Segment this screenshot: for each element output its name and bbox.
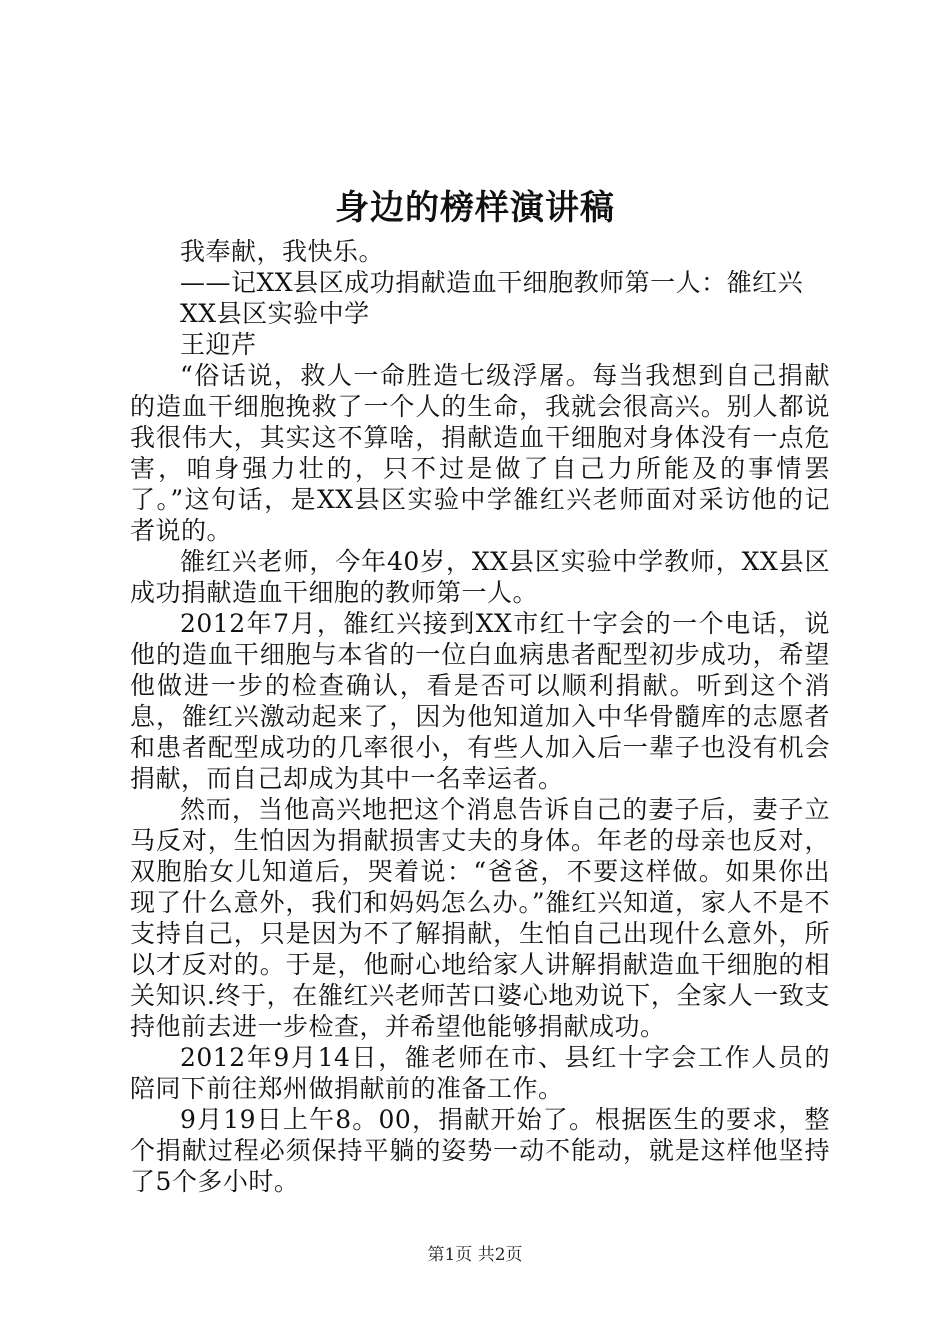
document-title: 身边的榜样演讲稿 xyxy=(335,188,615,228)
paragraph-quote: “俗话说，救人一命胜造七级浮屠。每当我想到自己捐献的造血干细胞挽救了一个人的生命，我就会很高兴。别人都说我很伟大，其实这不算啥，捐献造血干细胞对身体没有一点危害，咱身强力壮的，只不过是做了自己力所能及的事情罢了。”这句话，是XX县区实验中学雒红兴老师面对采访他的记者说的。 xyxy=(130,361,830,545)
paragraph-call: 2012年7月，雒红兴接到XX市红十字会的一个电话，说他的造血干细胞与本省的一位白血病患者配型初步成功，希望他做进一步的检查确认，看是否可以顺利捐献。听到这个消息，雒红兴激动起来了，因为他知道加入中华骨髓库的志愿者和患者配型成功的几率很小，有些人加入后一辈子也没有机会捐献，而自己却成为其中一名幸运者。 xyxy=(130,609,830,793)
page-number-footer: 第1页 共2页 xyxy=(427,1245,523,1265)
motto-line: 我奉献，我快乐。 xyxy=(180,237,385,266)
subtitle-line: ——记XX县区成功捐献造血干细胞教师第一人：雒红兴 xyxy=(180,268,804,297)
school-line: XX县区实验中学 xyxy=(180,299,370,328)
paragraph-preparation: 2012年9月14日，雒老师在市、县红十字会工作人员的陪同下前往郑州做捐献前的准备工作。 xyxy=(130,1043,830,1103)
paragraph-intro: 雒红兴老师，今年40岁，XX县区实验中学教师，XX县区成功捐献造血干细胞的教师第一人。 xyxy=(130,547,830,607)
paragraph-family: 然而，当他高兴地把这个消息告诉自己的妻子后，妻子立马反对，生怕因为捐献损害丈夫的身体。年老的母亲也反对，双胞胎女儿知道后，哭着说：“爸爸，不要这样做。如果你出现了什么意外，我们和妈妈怎么办。”雒红兴知道，家人不是不支持自己，只是因为不了解捐献，生怕自己出现什么意外，所以才反对的。于是，他耐心地给家人讲解捐献造血干细胞的相关知识.终于，在雒红兴老师苦口婆心地劝说下，全家人一致支持他前去进一步检查，并希望他能够捐献成功。 xyxy=(130,795,830,1041)
document-body xyxy=(130,236,830,1197)
paragraph-donation: 9月19日上午8。00，捐献开始了。根据医生的要求，整个捐献过程必须保持平躺的姿势一动不能动，就是这样他坚持了5个多小时。 xyxy=(130,1105,830,1196)
author-line: 王迎芹 xyxy=(180,330,257,359)
